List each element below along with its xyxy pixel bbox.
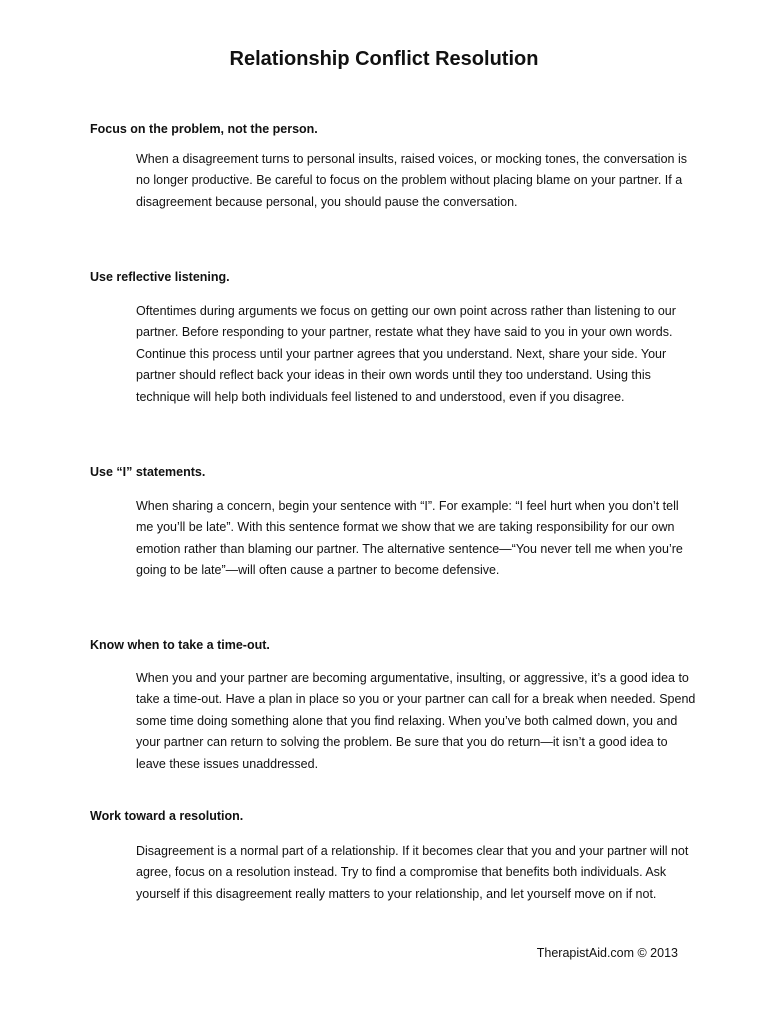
- copyright-footer: TherapistAid.com © 2013: [536, 946, 678, 960]
- section-body-time-out: When you and your partner are becoming argumentative, insulting, or aggressive, it’s a good idea to take a time-out. Have a plan in place so you or your partner can call for a break when needed. Spend some time doing something alone that you find relaxing. When you’ve both calmed down, you and your partner can return to solving the problem. Be sure that you do return—it isn’t a good idea to leave these issues unaddressed.: [136, 671, 696, 771]
- section-body-reflective-listening: Oftentimes during arguments we focus on getting our own point across rather than listening to our partner. Before responding to your partner, restate what they have said to you in your own words. Continue this process until your partner agrees that you understand. Next, share your side. Your partner should reflect back your ideas in their own words until they too understand. Using this technique will help both individuals feel listened to and understood, even if you disagree.: [136, 304, 676, 404]
- section-body-focus-on-problem: When a disagreement turns to personal insults, raised voices, or mocking tones, the conversation is no longer productive. Be careful to focus on the problem without placing blame on your partner. If a disagreement because personal, you should pause the conversation.: [136, 152, 687, 209]
- section-body-i-statements: When sharing a concern, begin your sentence with “I”. For example: “I feel hurt when you don’t tell me you’ll be late”. With this sentence format we show that we are taking responsibility for our own emotion rather than blaming our partner. The alternative sentence—“You never tell me when you’re going to be late”—will often cause a partner to become defensive.: [136, 499, 683, 578]
- section-body-resolution: Disagreement is a normal part of a relationship. If it becomes clear that you and your partner will not agree, focus on a resolution instead. Try to find a compromise that benefits both individuals. Ask yourself if this disagreement really matters to your relationship, and let yourself move on if not.: [136, 844, 689, 901]
- section-heading-focus-on-problem: Focus on the problem, not the person.: [90, 122, 318, 136]
- section-heading-reflective-listening: Use reflective listening.: [90, 270, 230, 284]
- section-heading-i-statements: Use “I” statements.: [90, 465, 206, 479]
- section-heading-time-out: Know when to take a time-out.: [90, 638, 270, 652]
- section-heading-resolution: Work toward a resolution.: [90, 809, 244, 823]
- page-title: Relationship Conflict Resolution: [229, 48, 539, 70]
